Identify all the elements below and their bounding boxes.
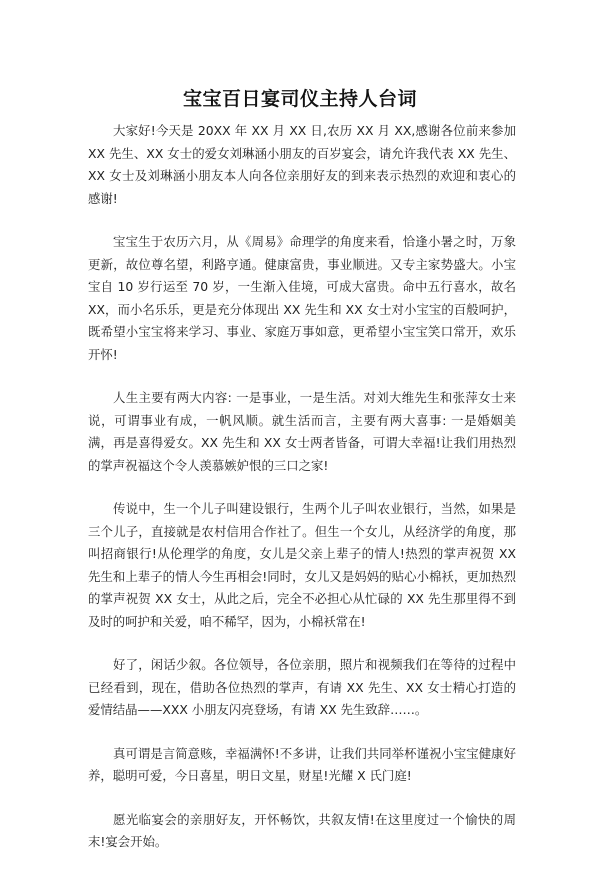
document-body — [88, 120, 516, 875]
paragraph-toast: 真可谓是言简意赅，幸福满怀!不多讲，让我们共同举杯谨祝小宝宝健康好养，聪明可爱，今日喜星，明日文星，财星!光耀 X 氏门庭! — [88, 745, 516, 783]
paragraph-closing: 愿光临宴会的亲朋好友，开怀畅饮，共叙友情!在这里度过一个愉快的周末!宴会开始。 — [88, 811, 516, 849]
paragraph-birth: 宝宝生于农历六月，从《周易》命理学的角度来看，恰逢小暑之时，万象更新，故位尊名望，利路亨通。健康富贵，事业顺进。又专主家势盛大。小宝宝自 10 岁行运至 70 岁，一生渐入佳境，可成大富贵。命中五行喜水，故名 XX，而小名乐乐，更是充分体现出 XX 先生和 XX 女士对小宝宝的百般呵护，既希望小宝宝将来学习、事业、家庭万事如意，更希望小宝宝笑口常开，欢乐开怀! — [88, 234, 516, 362]
paragraph-life: 人生主要有两大内容: 一是事业，一是生活。对刘大维先生和张萍女士来说，可谓事业有成，一帆风顺。就生活而言，主要有两大喜事: 一是婚姻美满，再是喜得爱女。XX 先生和 XX 女士两者皆备，可谓大幸福!让我们用热烈的掌声祝福这个令人羡慕嫉妒恨的三口之家! — [88, 390, 516, 473]
document-title: 宝宝百日宴司仪主持人台词 — [182, 88, 417, 110]
paragraph-introduction: 好了，闲话少叙。各位领导，各位亲朋，照片和视频我们在等待的过程中已经看到，现在，借助各位热烈的掌声，有请 XX 先生、XX 女士精心打造的爱情结晶——XXX 小朋友闪亮登场，有请 XX 先生致辞……。 — [88, 657, 516, 717]
paragraph-greeting: 大家好!今天是 20XX 年 XX 月 XX 日,农历 XX 月 XX,感谢各位前来参加 XX 先生、XX 女士的爱女刘琳涵小朋友的百岁宴会，请允许我代表 XX 先生、XX 女士及刘琳涵小朋友本人向各位亲朋好友的到来表示热烈的欢迎和衷心的感谢! — [88, 123, 516, 206]
paragraph-legend: 传说中，生一个儿子叫建设银行，生两个儿子叫农业银行，当然，如果是三个儿子，直接就是农村信用合作社了。但生一个女儿，从经济学的角度，那叫招商银行!从伦理学的角度，女儿是父亲上辈子的情人!热烈的掌声祝贺 XX 先生和上辈子的情人今生再相会!同时，女儿又是妈妈的贴心小棉袄，更加热烈的掌声祝贺 XX 女士，从此之后，完全不必担心从忙碌的 XX 先生那里得不到及时的呵护和关爱，咱不稀罕，因为，小棉袄常在! — [88, 501, 516, 629]
